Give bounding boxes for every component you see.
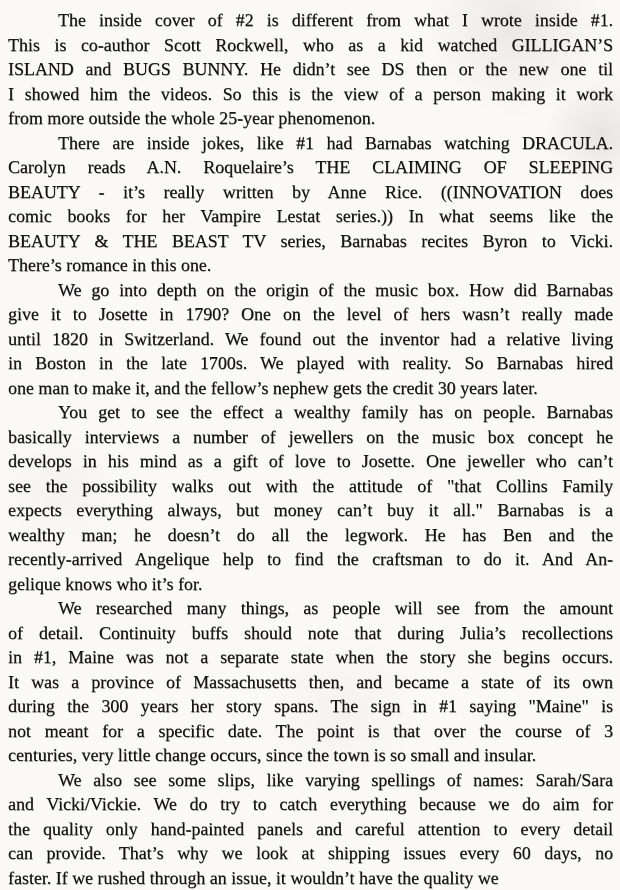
text-line: can provide. That’s why we look at shipping issues every 60 days, no: [8, 843, 613, 863]
text-line: see the possibility walks out with the attitude of "that Collins Family: [8, 475, 613, 496]
text-line: wealthy man; he doesn’t do all the legwork. He has Ben and the: [8, 524, 613, 545]
paragraph-slips: [8, 768, 613, 890]
paragraph-inside-jokes: [8, 131, 613, 278]
text-line: It was a province of Massachusetts then, and became a state of its own: [8, 671, 613, 692]
text-line: in Boston in the late 1700s. We played with reality. So Barnabas hired: [8, 353, 613, 373]
text-line: You get to see the effect a wealthy family has on people. Barnabas: [58, 402, 613, 422]
text-line: ISLAND and BUGS BUNNY. He didn’t see DS then or the new one til: [8, 59, 613, 79]
text-line: BEAUTY & THE BEAST TV series, Barnabas recites Byron to Vicki.: [8, 230, 613, 251]
text-line: centuries, very little change occurs, since the town is so small and insular.: [8, 745, 537, 765]
text-line: We also see some slips, like varying spellings of names: Sarah/Sara: [58, 769, 613, 790]
text-line: gelique knows who it’s for.: [8, 573, 203, 594]
text-line: until 1820 in Switzerland. We found out the inventor had a relative living: [8, 328, 613, 349]
text-line: develops in his mind as a gift of love to Josette. One jeweller who can’t: [8, 451, 613, 471]
text-line: of detail. Continuity buffs should note that during Julia’s recollections: [8, 622, 613, 643]
text-line: We researched many things, as people will see from the amount: [58, 598, 613, 618]
text-line: BEAUTY - it’s really written by Anne Rice. ((INNOVATION does: [8, 181, 613, 202]
text-line: in #1, Maine was not a separate state when the story she begins occurs.: [8, 647, 613, 667]
text-line: from more outside the whole 25-year phenomenon.: [8, 108, 376, 128]
text-line: not meant for a specific date. The point is that over the course of 3: [8, 720, 613, 741]
paragraph-inside-cover: [8, 8, 613, 131]
text-line: during the 300 years her story spans. The sign in #1 saying "Maine" is: [8, 696, 613, 716]
text-line: one man to make it, and the fellow’s nephew gets the credit 30 years later.: [8, 377, 538, 398]
text-line: comic books for her Vampire Lestat series.)) In what seems like the: [8, 206, 613, 226]
text-line: We go into depth on the origin of the music box. How did Barnabas: [58, 279, 613, 300]
paragraph-research: [8, 596, 613, 768]
paragraph-music-box: [8, 278, 613, 401]
text-line: The inside cover of #2 is different from what I wrote inside #1.: [58, 10, 613, 30]
text-line: I showed him the videos. So this is the view of a person making it work: [8, 83, 613, 104]
text-line: There’s romance in this one.: [8, 255, 212, 275]
text-line: give it to Josette in 1790? One on the level of hers wasn’t really made: [8, 304, 613, 324]
text-line: Carolyn reads A.N. Roquelaire’s THE CLAIMING OF SLEEPING: [8, 157, 613, 177]
text-line: basically interviews a number of jewellers on the music box concept he: [8, 426, 613, 447]
text-line: There are inside jokes, like #1 had Barnabas watching DRACULA.: [58, 132, 613, 153]
text-line: recently-arrived Angelique help to find the craftsman to do it. And An-: [8, 549, 613, 569]
paragraph-wealthy-family: [8, 400, 613, 596]
text-line: This is co-author Scott Rockwell, who as a kid watched GILLIGAN’S: [8, 34, 613, 55]
text-line: faster. If we rushed through an issue, it wouldn’t have the quality we: [8, 867, 499, 888]
text-line: the quality only hand-painted panels and careful attention to every detail: [8, 818, 613, 839]
text-line: expects everything always, but money can’t buy it all." Barnabas is a: [8, 500, 613, 520]
text-line: and Vicki/Vickie. We do try to catch everything because we do aim for: [8, 794, 613, 814]
